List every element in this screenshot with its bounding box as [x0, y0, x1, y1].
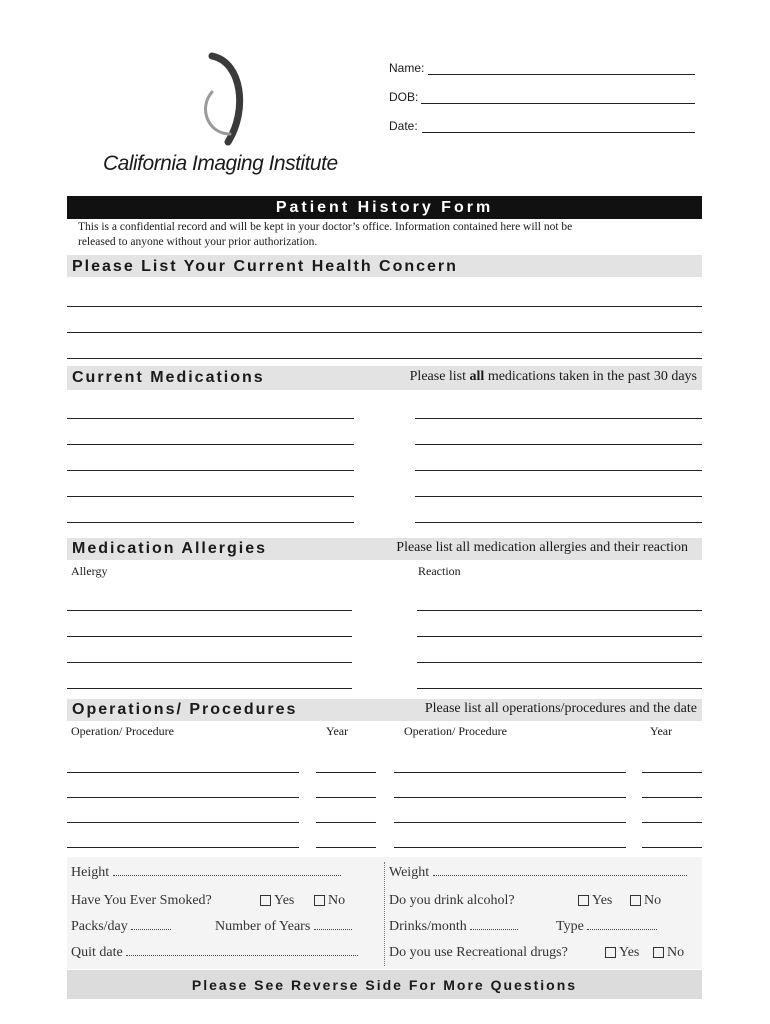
logo-text: California Imaging Institute — [103, 152, 338, 175]
operation-line-left[interactable] — [67, 797, 299, 798]
drink-yes-option[interactable] — [578, 893, 612, 909]
health-concern-line[interactable] — [67, 306, 702, 307]
checkbox-icon[interactable] — [578, 895, 589, 906]
medication-line-left[interactable] — [67, 522, 354, 523]
weight-label: Weight — [389, 865, 430, 880]
medications-note-pre: Please list — [409, 369, 470, 384]
allergy-line[interactable] — [67, 610, 352, 611]
checkbox-icon[interactable] — [630, 895, 641, 906]
medications-note-post: medications taken in the past 30 days — [484, 369, 697, 384]
yes-label: Yes — [274, 893, 295, 908]
smoked-yes-option[interactable] — [260, 893, 294, 909]
health-concern-line[interactable] — [67, 358, 702, 359]
reaction-line[interactable] — [417, 610, 702, 611]
allergy-column-label: Allergy — [71, 564, 108, 578]
allergies-title: Medication Allergies — [72, 540, 267, 557]
recreational-yes-option[interactable] — [605, 945, 639, 961]
year-line-right[interactable] — [642, 822, 702, 823]
date-label: Date: — [389, 119, 418, 133]
allergy-line[interactable] — [67, 688, 352, 689]
allergies-note: Please list all medication allergies and their reaction — [396, 540, 688, 555]
health-concern-header — [67, 255, 702, 277]
checkbox-icon[interactable] — [314, 895, 325, 906]
medications-title: Current Medications — [72, 369, 265, 386]
recreational-no-option[interactable] — [653, 945, 684, 961]
weight-field[interactable] — [389, 865, 687, 881]
drinks-month-field[interactable] — [389, 919, 518, 935]
packs-label: Packs/day — [71, 919, 128, 934]
footer-bar — [67, 970, 702, 999]
year-line-right[interactable] — [642, 797, 702, 798]
form-title-bar — [67, 196, 702, 219]
health-concern-line[interactable] — [67, 332, 702, 333]
medication-line-left[interactable] — [67, 418, 354, 419]
name-label: Name: — [389, 61, 425, 75]
operation-line-right[interactable] — [394, 797, 626, 798]
medication-line-right[interactable] — [415, 470, 702, 471]
drinks-month-label: Drinks/month — [389, 919, 467, 934]
recreational-question: Do you use Recreational drugs? — [389, 945, 568, 960]
logo — [100, 50, 360, 180]
quit-date-label: Quit date — [71, 945, 123, 960]
date-field[interactable] — [422, 132, 695, 133]
drink-no-option[interactable] — [630, 893, 661, 909]
quit-date-field[interactable] — [71, 945, 358, 961]
medication-line-right[interactable] — [415, 444, 702, 445]
yes-label: Yes — [592, 893, 613, 908]
confidential-notice-line1: This is a confidential record and will be kept in your doctor’s office. Information contained here will not be — [78, 221, 573, 233]
operation-line-right[interactable] — [394, 772, 626, 773]
medication-line-right[interactable] — [415, 496, 702, 497]
year-line-left[interactable] — [316, 847, 376, 848]
packs-field[interactable] — [71, 919, 171, 935]
checkbox-icon[interactable] — [260, 895, 271, 906]
height-label: Height — [71, 865, 110, 880]
operation-line-left[interactable] — [67, 772, 299, 773]
years-label: Number of Years — [215, 919, 311, 934]
no-label: No — [644, 893, 662, 908]
medication-line-right[interactable] — [415, 418, 702, 419]
year-line-right[interactable] — [642, 847, 702, 848]
reaction-line[interactable] — [417, 636, 702, 637]
health-concern-title: Please List Your Current Health Concern — [72, 258, 458, 275]
dob-field[interactable] — [421, 103, 695, 104]
type-label: Type — [556, 919, 584, 934]
no-label: No — [328, 893, 346, 908]
years-field[interactable] — [215, 919, 352, 935]
reaction-line[interactable] — [417, 688, 702, 689]
reaction-line[interactable] — [417, 662, 702, 663]
operations-header — [67, 699, 702, 721]
form-title: Patient History Form — [275, 199, 494, 216]
smoked-no-option[interactable] — [314, 893, 345, 909]
lifestyle-divider — [384, 862, 385, 966]
operation-column-label-right: Operation/ Procedure — [404, 724, 507, 738]
no-label: No — [667, 945, 685, 960]
height-field[interactable] — [71, 865, 341, 881]
allergies-header — [67, 538, 702, 560]
medication-line-left[interactable] — [67, 444, 354, 445]
operations-note: Please list all operations/procedures and the date — [424, 701, 697, 716]
year-line-left[interactable] — [316, 797, 376, 798]
year-line-left[interactable] — [316, 772, 376, 773]
operation-line-left[interactable] — [67, 847, 299, 848]
type-field[interactable] — [556, 919, 657, 935]
operation-line-left[interactable] — [67, 822, 299, 823]
medications-note — [410, 369, 697, 385]
year-column-label-left: Year — [326, 724, 349, 738]
medications-note-bold: all — [469, 369, 485, 384]
name-field[interactable] — [428, 74, 695, 75]
checkbox-icon[interactable] — [653, 947, 664, 958]
smoked-question: Have You Ever Smoked? — [71, 893, 212, 908]
confidential-notice-line2: released to anyone without your prior authorization. — [78, 236, 318, 248]
allergy-line[interactable] — [67, 636, 352, 637]
reaction-column-label: Reaction — [418, 564, 461, 578]
checkbox-icon[interactable] — [605, 947, 616, 958]
year-line-right[interactable] — [642, 772, 702, 773]
medication-line-left[interactable] — [67, 496, 354, 497]
medication-line-right[interactable] — [415, 522, 702, 523]
medication-line-left[interactable] — [67, 470, 354, 471]
allergy-line[interactable] — [67, 662, 352, 663]
operation-line-right[interactable] — [394, 847, 626, 848]
operation-column-label-left: Operation/ Procedure — [71, 724, 174, 738]
dob-label: DOB: — [389, 90, 419, 104]
year-line-left[interactable] — [316, 822, 376, 823]
operations-title: Operations/ Procedures — [72, 701, 298, 718]
operation-line-right[interactable] — [394, 822, 626, 823]
yes-label: Yes — [619, 945, 640, 960]
drink-question: Do you drink alcohol? — [389, 893, 515, 908]
logo-mark-icon — [190, 50, 270, 150]
year-column-label-right: Year — [650, 724, 673, 738]
medications-header — [67, 366, 702, 390]
footer-text: Please See Reverse Side For More Questions — [191, 977, 578, 993]
